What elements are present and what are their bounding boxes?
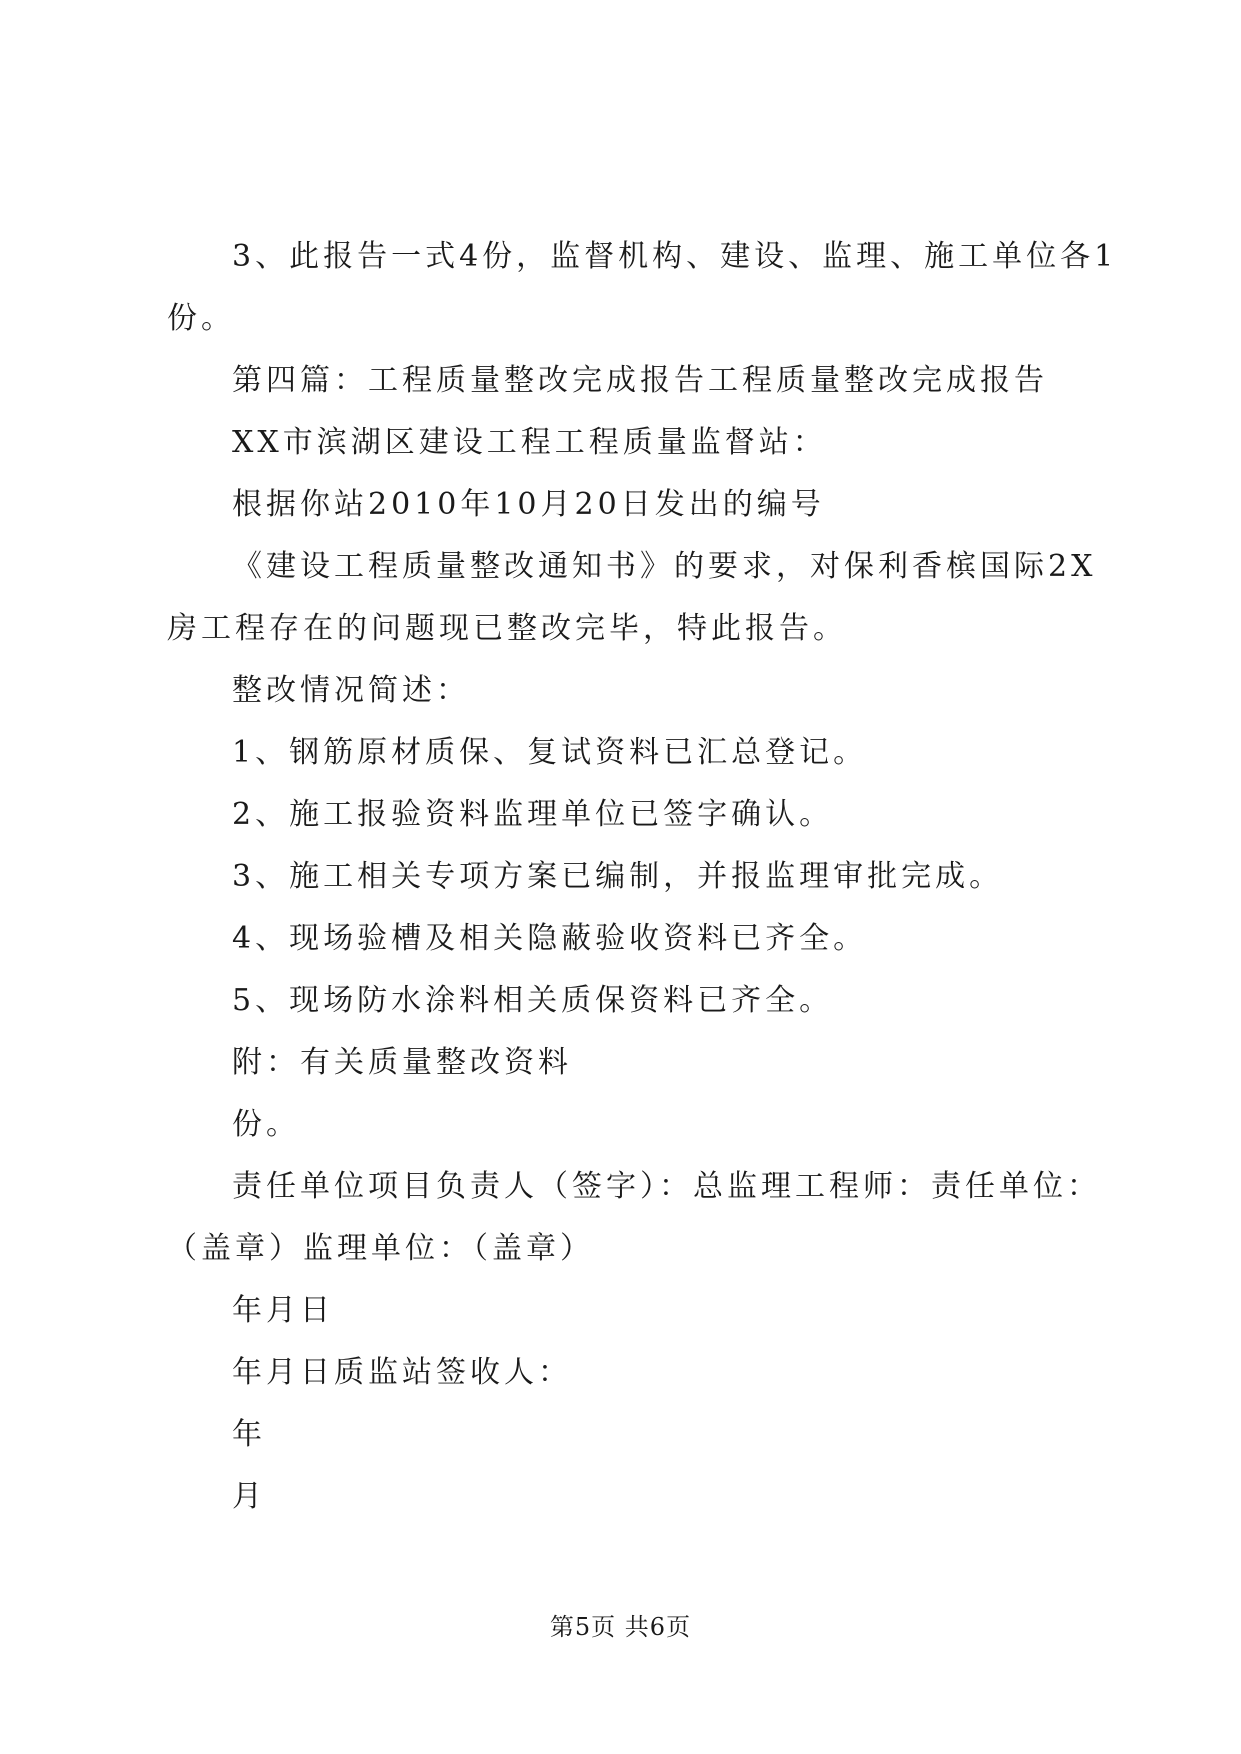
list-item: 2、施工报验资料监理单位已签字确认。 [232,797,834,832]
list-item: 1、钢筋原材质保、复试资料已汇总登记。 [232,735,868,770]
list-item: 4、现场验槽及相关隐蔽验收资料已齐全。 [232,921,868,956]
paragraph-line-1: 3、此报告一式4份，监督机构、建设、监理、施工单位各1 [232,239,1118,274]
month-line: 月 [232,1479,266,1514]
paragraph-line-7: 房工程存在的问题现已整改完毕，特此报告。 [167,611,847,646]
paragraph-line-6: 《建设工程质量整改通知书》的要求，对保利香槟国际2X [232,549,1097,584]
section-title: 第四篇：工程质量整改完成报告工程质量整改完成报告 [232,363,1048,398]
year-line: 年 [232,1417,266,1452]
attachment-line: 附：有关质量整改资料 [232,1045,572,1080]
paragraph-line-5: 根据你站2010年10月20日发出的编号 [232,487,825,522]
addressee: XX市滨湖区建设工程工程质量监督站： [232,425,827,460]
list-item: 5、现场防水涂料相关质保资料已齐全。 [232,983,834,1018]
seal-line: （盖章）监理单位：（盖章） [167,1231,594,1266]
paragraph-line-2: 份。 [167,301,235,336]
summary-heading: 整改情况简述： [232,673,470,708]
page-footer: 第5页 共6页 [549,1613,692,1641]
date-line: 年月日 [232,1293,334,1328]
attachment-count-line: 份。 [232,1107,300,1142]
receipt-line: 年月日质监站签收人： [232,1355,572,1390]
list-item: 3、施工相关专项方案已编制，并报监理审批完成。 [232,859,1004,894]
signature-line: 责任单位项目负责人（签字）：总监理工程师：责任单位： [232,1169,1101,1204]
